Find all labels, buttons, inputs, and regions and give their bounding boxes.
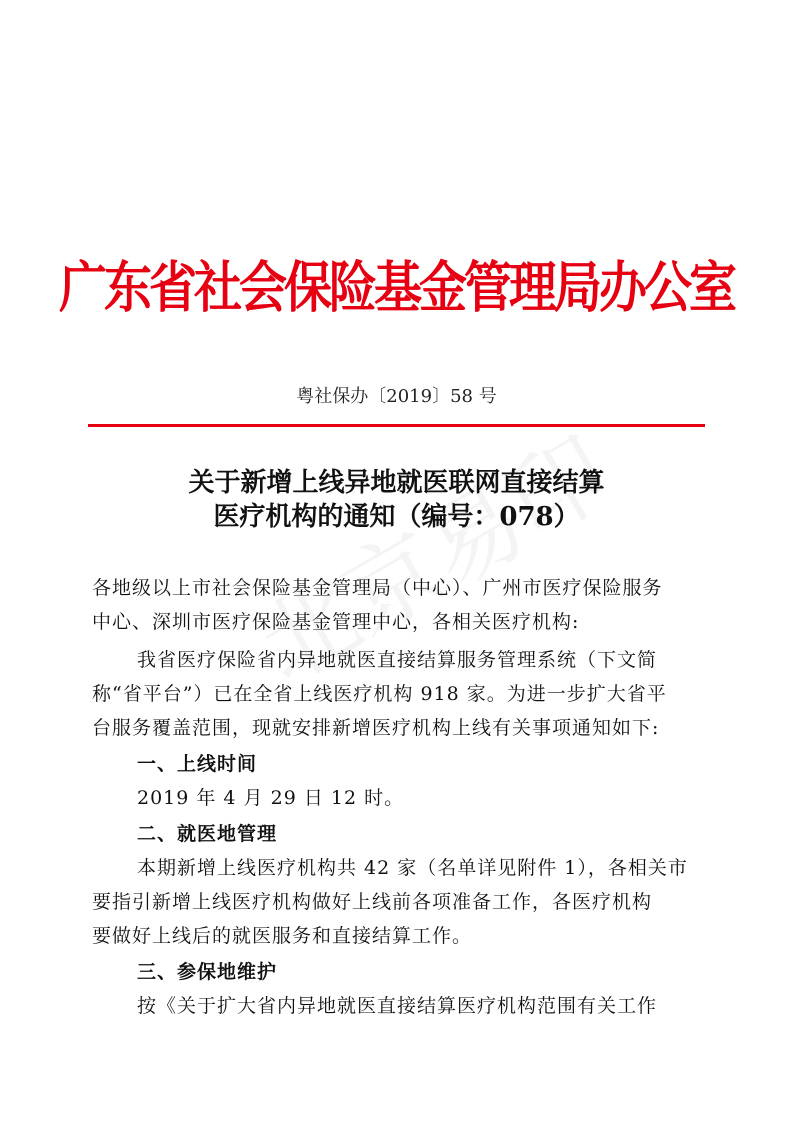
document-number: 粤社保办〔2019〕58 号 bbox=[296, 386, 497, 407]
section-2-line-2: 要指引新增上线医疗机构做好上线前各项准备工作，各医疗机构 bbox=[92, 891, 653, 913]
intro-paragraph-line-1: 我省医疗保险省内异地就医直接结算服务管理系统（下文简 bbox=[137, 649, 658, 671]
notice-title bbox=[0, 466, 793, 534]
section-3-heading: 三、参保地维护 bbox=[137, 961, 278, 983]
section-1-heading: 一、上线时间 bbox=[137, 753, 258, 775]
section-2-heading: 二、就医地管理 bbox=[137, 823, 278, 845]
agency-letterhead: 广东省社会保险基金管理局办公室 bbox=[58, 255, 734, 321]
section-3-line-1: 按《关于扩大省内异地就医直接结算医疗机构范围有关工作 bbox=[137, 995, 658, 1017]
recipients-line-2: 中心、深圳市医疗保险基金管理中心，各相关医疗机构: bbox=[92, 611, 580, 633]
section-2-line-3: 要做好上线后的就医服务和直接结算工作。 bbox=[92, 925, 473, 947]
notice-title-line-2: 医疗机构的通知（编号：078） bbox=[213, 502, 580, 532]
intro-paragraph-line-2: 称“省平台”）已在全省上线医疗机构 918 家。为进一步扩大省平 bbox=[92, 683, 667, 705]
section-2-line-1: 本期新增上线医疗机构共 42 家（名单详见附件 1），各相关市 bbox=[137, 857, 688, 879]
notice-title-line-1: 关于新增上线异地就医联网直接结算 bbox=[188, 468, 605, 498]
section-1-text: 2019 年 4 月 29 日 12 时。 bbox=[137, 787, 405, 809]
red-divider-rule bbox=[88, 424, 705, 427]
intro-paragraph-line-3: 台服务覆盖范围，现就安排新增医疗机构上线有关事项通知如下: bbox=[92, 717, 660, 739]
recipients-line-1: 各地级以上市社会保险基金管理局（中心）、广州市医疗保险服务 bbox=[92, 577, 663, 599]
